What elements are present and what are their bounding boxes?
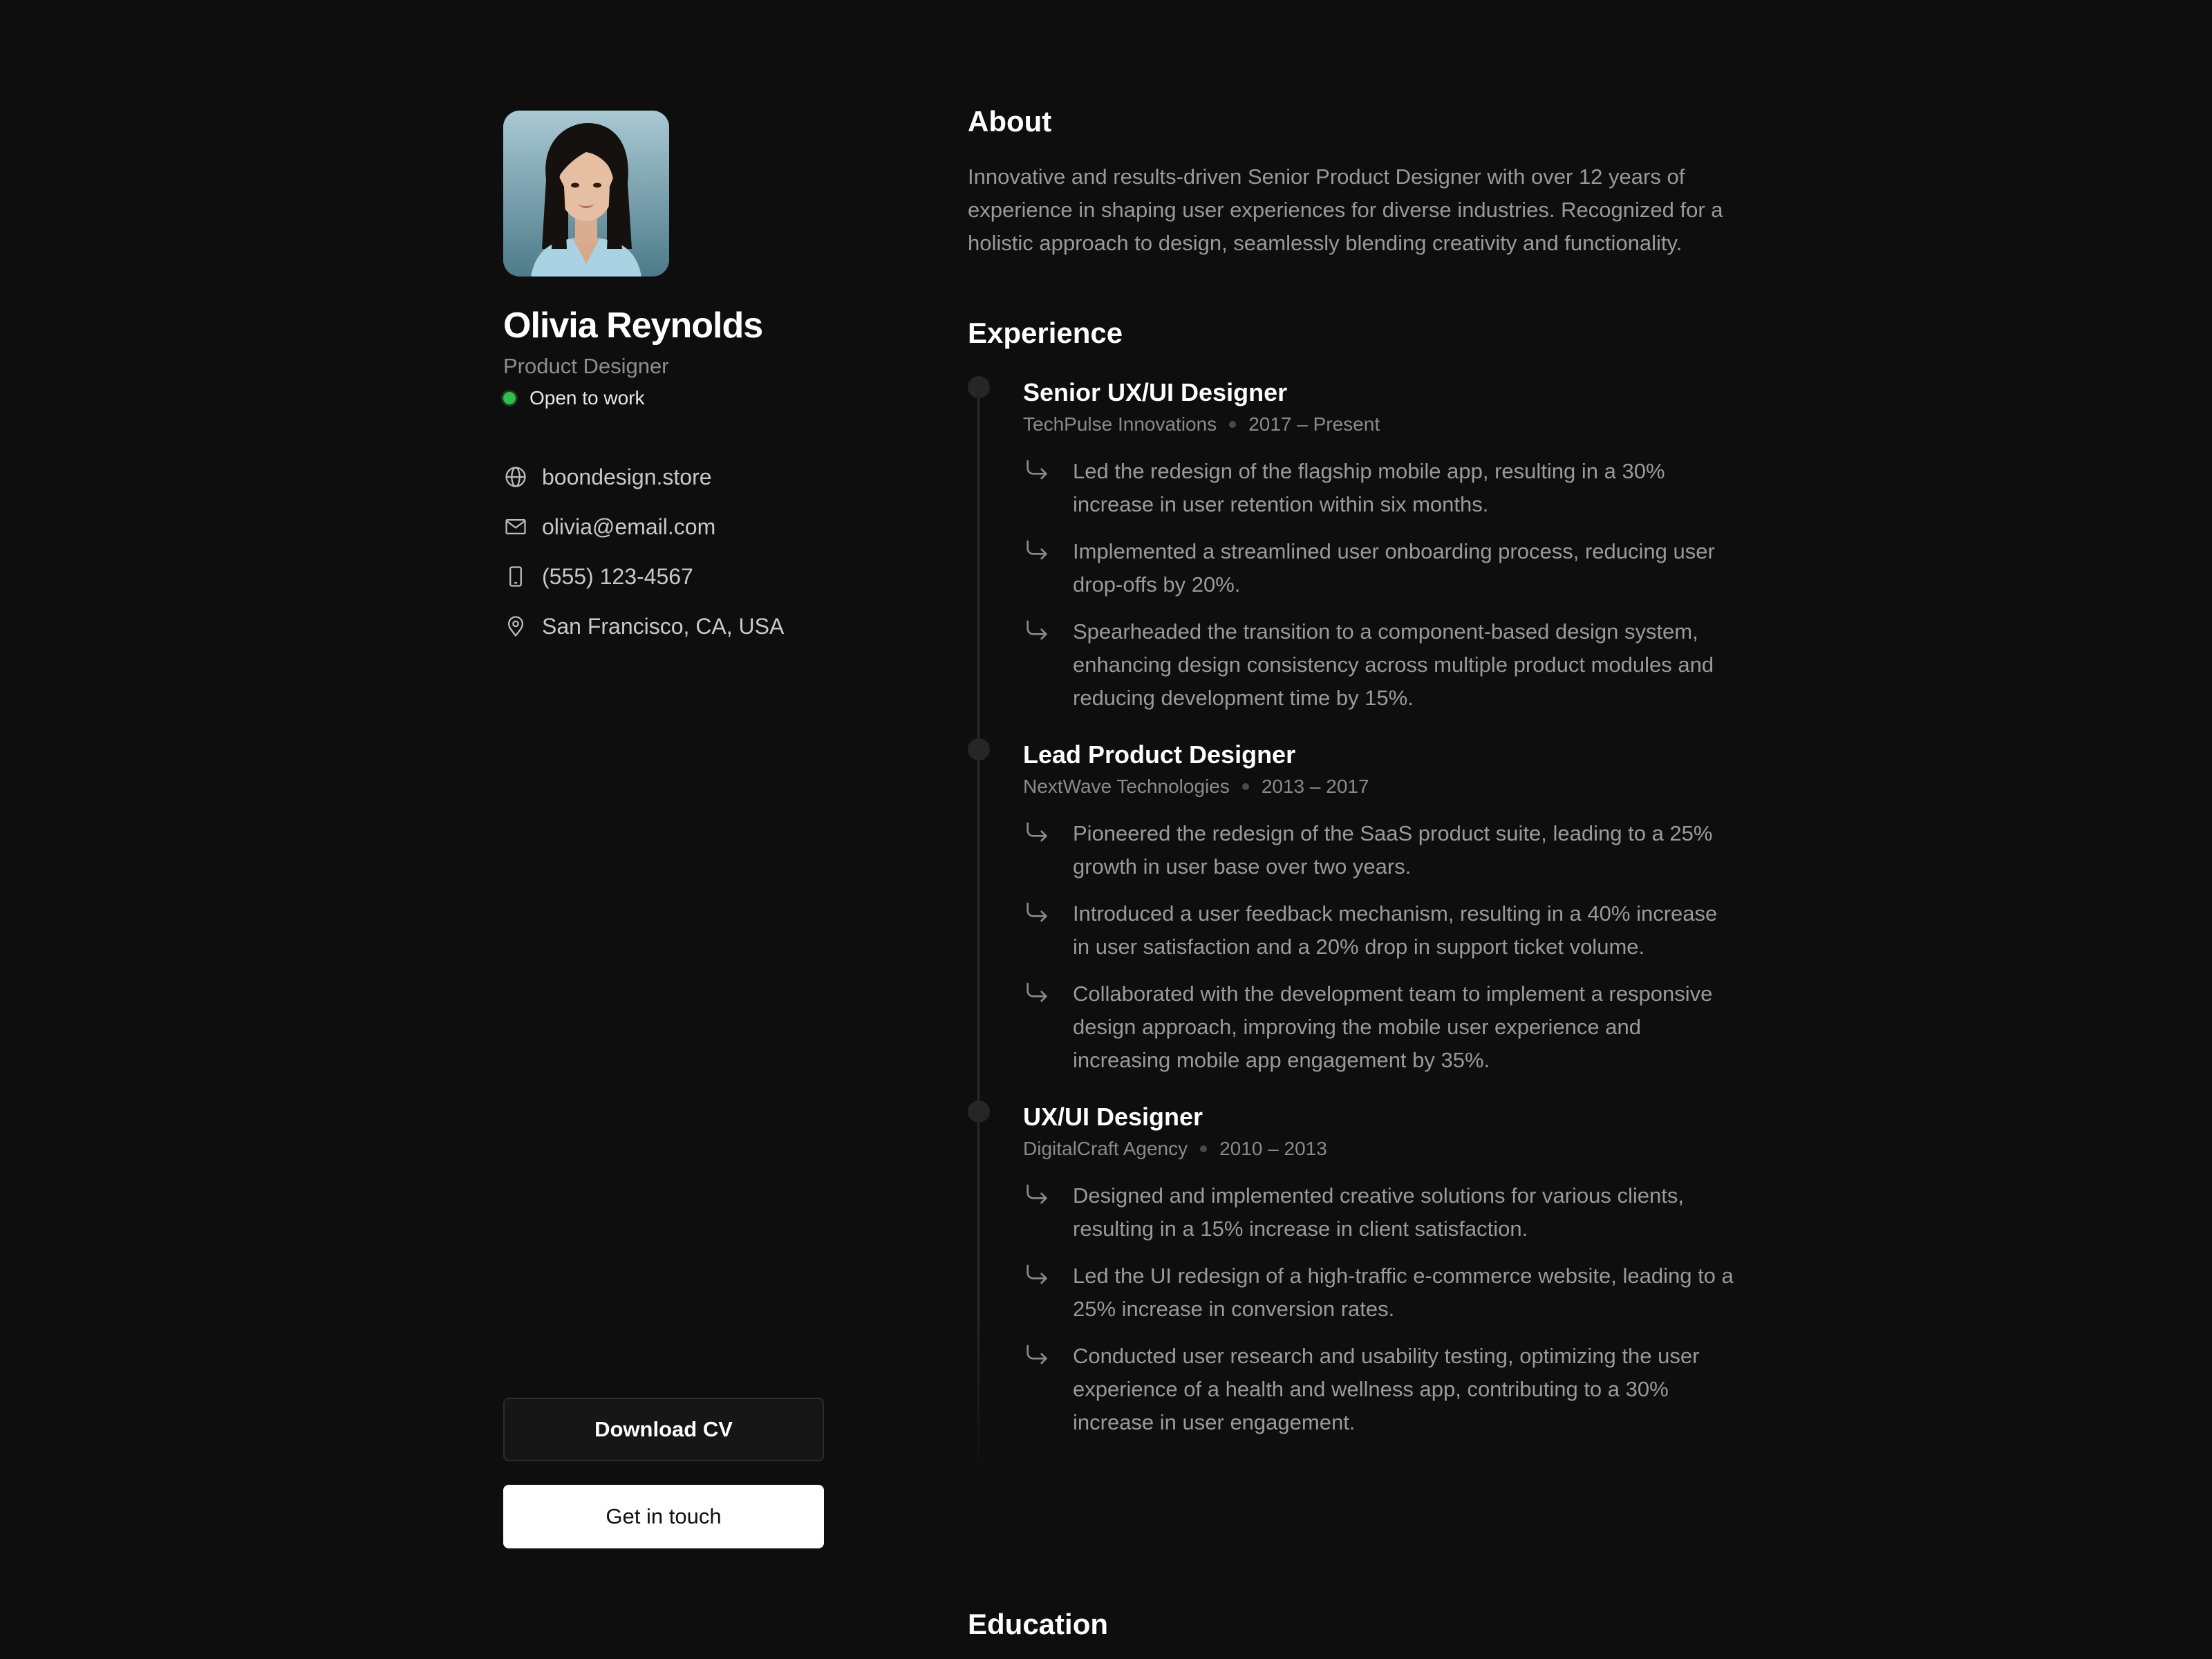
timeline-dot [968,738,990,760]
globe-icon [503,465,528,489]
list-item [1023,817,1735,883]
job-title: Senior UX/UI Designer [1023,378,1288,406]
experience-heading: Experience [968,317,1123,349]
achievement-text: Led the redesign of the flagship mobile app, resulting in a 30% increase in user retention within six months. [1073,459,1665,516]
job-period: 2010 – 2013 [1219,1138,1327,1159]
list-item [1023,1179,1735,1246]
contact-location-text: San Francisco, CA, USA [542,613,785,639]
job-entry [968,1100,1735,1439]
profile-name: Olivia Reynolds [503,306,763,346]
download-cv-button[interactable]: Download CV [503,1398,824,1461]
job-entry [968,738,1735,1077]
contact-phone[interactable] [503,557,824,596]
job-company: NextWave Technologies [1023,776,1230,797]
achievement-text: Collaborated with the development team to implement a responsive design approach, improving the mobile user experience and increasing mobile app engagement by 35%. [1073,982,1713,1072]
arrow-return-icon [1023,897,1052,964]
job-company: DigitalCraft Agency [1023,1138,1188,1159]
contact-location [503,607,824,646]
job-title: Lead Product Designer [1023,740,1296,769]
job-period: 2013 – 2017 [1261,776,1369,797]
profile-sidebar [503,111,824,1548]
contact-list [503,458,824,646]
avatar [503,111,669,276]
education-heading: Education [968,1608,1109,1640]
about-text: Innovative and results-driven Senior Product Designer with over 12 years of experience in shaping user experiences for diverse industries. Recognized for a holistic approach to design, seamlessly blending creativity and functionality. [968,165,1723,255]
achievement-text: Implemented a streamlined user onboarding process, reducing user drop-offs by 20%. [1073,539,1715,597]
arrow-return-icon [1023,977,1052,1077]
job-company: TechPulse Innovations [1023,413,1217,435]
mail-icon [503,514,528,539]
job-meta [1023,1136,1735,1161]
status-label: Open to work [529,387,645,409]
list-item [1023,897,1735,964]
profile-role: Product Designer [503,354,669,378]
arrow-return-icon [1023,1259,1052,1326]
achievement-text: Conducted user research and usability testing, optimizing the user experience of a health and wellness app, contributing to a 30% increase in user engagement. [1073,1344,1700,1434]
get-in-touch-button[interactable]: Get in touch [503,1485,824,1548]
separator-dot [1200,1145,1207,1152]
job-achievements [1023,1179,1735,1439]
list-item [1023,455,1735,521]
timeline-dot [968,376,990,398]
experience-timeline [968,376,1735,1439]
list-item [1023,615,1735,715]
contact-website-text[interactable]: boondesign.store [542,464,712,489]
achievement-text: Spearheaded the transition to a component-based design system, enhancing design consistency across multiple product modules and reducing development time by 15%. [1073,619,1714,710]
arrow-return-icon [1023,817,1052,883]
arrow-return-icon [1023,615,1052,715]
arrow-return-icon [1023,1340,1052,1439]
job-period: 2017 – Present [1248,413,1380,435]
list-item [1023,977,1735,1077]
portrait-image [503,111,669,276]
achievement-text: Introduced a user feedback mechanism, resulting in a 40% increase in user satisfaction and a 20% drop in support ticket volume. [1073,901,1718,959]
contact-website[interactable] [503,458,824,496]
list-item [1023,1259,1735,1326]
resume-main [968,104,1735,1463]
achievement-text: Led the UI redesign of a high-traffic e-commerce website, leading to a 25% increase in conversion rates. [1073,1264,1734,1321]
availability-status [503,387,824,409]
achievement-text: Designed and implemented creative solutions for various clients, resulting in a 15% increase in client satisfaction. [1073,1183,1684,1241]
job-meta [1023,774,1735,799]
contact-email-text[interactable]: olivia@email.com [542,514,716,539]
arrow-return-icon [1023,455,1052,521]
job-meta [1023,412,1735,437]
contact-phone-text[interactable]: (555) 123-4567 [542,563,693,589]
job-achievements [1023,455,1735,715]
achievement-text: Pioneered the redesign of the SaaS product suite, leading to a 25% growth in user base over two years. [1073,821,1713,879]
about-heading: About [968,105,1052,138]
job-title: UX/UI Designer [1023,1103,1203,1131]
arrow-return-icon [1023,535,1052,601]
job-achievements [1023,817,1735,1077]
timeline-dot [968,1100,990,1123]
status-dot-icon [503,392,516,404]
separator-dot [1242,783,1249,790]
arrow-return-icon [1023,1179,1052,1246]
list-item [1023,1340,1735,1439]
location-pin-icon [503,614,528,639]
phone-icon [503,564,528,589]
contact-email[interactable] [503,507,824,546]
job-entry [968,376,1735,715]
separator-dot [1229,421,1236,428]
list-item [1023,535,1735,601]
